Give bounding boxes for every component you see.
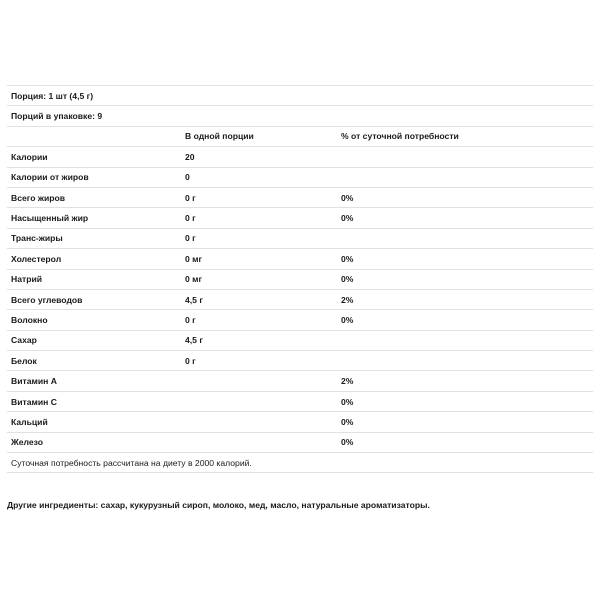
nutrient-name: Кальций [11,416,48,427]
nutrient-amount: 0 мг [185,274,203,285]
nutrient-row [7,229,593,249]
servings-per-container-row [7,106,593,126]
nutrient-amount: 0 [185,172,190,183]
nutrient-daily-value: 0% [341,396,354,407]
nutrient-daily-value: 0% [341,314,354,325]
nutrient-name: Сахар [11,335,37,346]
servings-per-container: Порций в упаковке: 9 [11,111,103,122]
nutrient-daily-value: 0% [341,274,354,285]
nutrition-facts-table [7,85,593,473]
nutrient-amount: 20 [185,151,195,162]
nutrient-row [7,208,593,228]
nutrient-row [7,168,593,188]
nutrient-row [7,433,593,453]
column-header-row [7,127,593,147]
nutrient-name: Транс-жиры [11,233,63,244]
nutrient-row [7,371,593,391]
nutrient-amount: 0 г [185,314,196,325]
nutrient-daily-value: 0% [341,213,354,224]
nutrient-amount: 0 г [185,192,196,203]
serving-size: Порция: 1 шт (4,5 г) [11,90,94,101]
nutrient-row [7,331,593,351]
nutrient-name: Натрий [11,274,43,285]
nutrient-name: Всего жиров [11,192,66,203]
nutrient-row [7,310,593,330]
nutrient-name: Белок [11,355,37,366]
nutrient-row [7,351,593,371]
nutrient-amount: 4,5 г [185,294,203,305]
nutrient-daily-value: 0% [341,192,354,203]
nutrient-name: Витамин А [11,376,57,387]
nutrient-row [7,270,593,290]
nutrient-daily-value: 0% [341,437,354,448]
nutrient-name: Всего углеводов [11,294,83,305]
nutrient-amount: 0 г [185,233,196,244]
nutrient-amount: 0 мг [185,253,203,264]
nutrient-name: Холестерол [11,253,62,264]
nutrient-daily-value: 0% [341,416,354,427]
nutrient-row [7,188,593,208]
nutrient-name: Железо [11,437,43,448]
nutrient-row [7,147,593,167]
nutrient-daily-value: 2% [341,376,354,387]
nutrient-row [7,412,593,432]
nutrient-row [7,249,593,269]
nutrient-amount: 4,5 г [185,335,203,346]
nutrient-amount: 0 г [185,355,196,366]
column-header-daily-value: % от суточной потребности [341,131,459,142]
nutrient-row [7,392,593,412]
serving-size-row [7,86,593,106]
nutrient-daily-value: 0% [341,253,354,264]
column-header-per-serving: В одной порции [185,131,254,142]
nutrient-daily-value: 2% [341,294,354,305]
other-ingredients: Другие ингредиенты: сахар, кукурузный сироп, молоко, мед, масло, натуральные ароматизаторы. [7,500,430,510]
footnote-row [7,453,593,473]
daily-value-footnote: Суточная потребность рассчитана на диету в 2000 калорий. [11,457,252,468]
nutrient-row [7,290,593,310]
nutrient-amount: 0 г [185,213,196,224]
nutrient-name: Калории [11,151,48,162]
nutrient-name: Насыщенный жир [11,213,89,224]
nutrient-name: Витамин С [11,396,57,407]
nutrient-name: Волокно [11,314,48,325]
nutrient-name: Калории от жиров [11,172,89,183]
